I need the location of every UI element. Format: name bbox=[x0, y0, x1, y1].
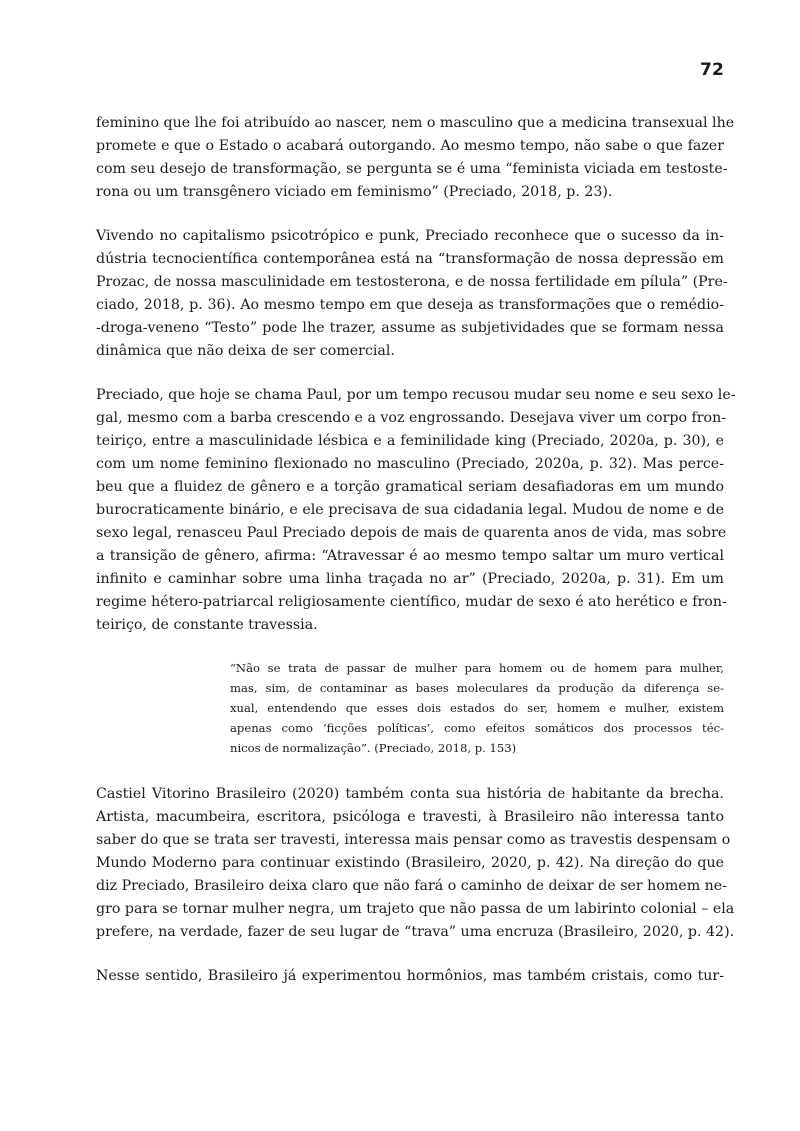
text-line: feminino que lhe foi atribuído ao nascer, nem o masculino que a medicina transexual lhe bbox=[96, 115, 735, 131]
quote-line: mas, sim, de contaminar as bases moleculares da produção da diferença se- bbox=[230, 681, 724, 695]
text-line: com um nome feminino flexionado no masculino (Preciado, 2020a, p. 32). Mas perce- bbox=[96, 456, 724, 472]
quote-line: “Não se trata de passar de mulher para homem ou de homem para mulher, bbox=[230, 661, 724, 675]
block-quote bbox=[230, 658, 724, 758]
text-line: burocraticamente binário, e ele precisava de sua cidadania legal. Mudou de nome e de bbox=[96, 502, 724, 518]
text-line: teiriço, entre a masculinidade lésbica e a feminilidade king (Preciado, 2020a, p. 30), e bbox=[96, 433, 724, 449]
text-line: Prozac, de nossa masculinidade em testosterona, e de nossa fertilidade em pílula” (Pre- bbox=[96, 274, 728, 290]
text-line: regime hétero-patriarcal religiosamente científico, mudar de sexo é ato herético e fron- bbox=[96, 594, 727, 610]
page-number: 72 bbox=[699, 60, 724, 80]
paragraph-5 bbox=[96, 965, 724, 988]
text-line: rona ou um transgênero viciado em feminismo” (Preciado, 2018, p. 23). bbox=[96, 184, 613, 200]
body-text bbox=[96, 112, 736, 1009]
text-line: infinito e caminhar sobre uma linha traçada no ar” (Preciado, 2020a, p. 31). Em um bbox=[96, 571, 724, 587]
text-line: a transição de gênero, afirma: “Atravessar é ao mesmo tempo saltar um muro vertical bbox=[96, 548, 724, 564]
quote-line: nicos de normalização”. (Preciado, 2018, p. 153) bbox=[230, 741, 517, 755]
text-line: com seu desejo de transformação, se pergunta se é uma “feminista viciada em testoste- bbox=[96, 161, 728, 177]
paragraph-4 bbox=[96, 783, 735, 944]
text-line: Vivendo no capitalismo psicotrópico e punk, Preciado reconhece que o sucesso da in- bbox=[96, 228, 724, 244]
text-line: Nesse sentido, Brasileiro já experimentou hormônios, mas também cristais, como tur- bbox=[96, 968, 724, 984]
text-line: Preciado, que hoje se chama Paul, por um tempo recusou mudar seu nome e seu sexo le- bbox=[96, 387, 736, 403]
quote-line: xual, entendendo que esses dois estados do ser, homem e mulher, existem bbox=[230, 701, 724, 715]
paragraph-1 bbox=[96, 112, 735, 204]
text-line: gal, mesmo com a barba crescendo e a voz engrossando. Desejava viver um corpo fron- bbox=[96, 410, 726, 426]
text-line: dinâmica que não deixa de ser comercial. bbox=[96, 343, 395, 359]
text-line: ciado, 2018, p. 36). Ao mesmo tempo em que deseja as transformações que o remédio- bbox=[96, 297, 724, 313]
text-line: Artista, macumbeira, escritora, psicóloga e travesti, à Brasileiro não interessa tanto bbox=[96, 809, 724, 825]
text-line: gro para se tornar mulher negra, um trajeto que não passa de um labirinto colonial – ela bbox=[96, 901, 735, 917]
paragraph-3 bbox=[96, 384, 736, 637]
text-line: promete e que o Estado o acabará outorgando. Ao mesmo tempo, não sabe o que fazer bbox=[96, 138, 724, 154]
text-line: -droga-veneno “Testo” pode lhe trazer, assume as subjetividades que se formam nessa bbox=[96, 320, 724, 336]
text-line: Mundo Moderno para continuar existindo (Brasileiro, 2020, p. 42). Na direção do que bbox=[96, 855, 724, 871]
text-line: diz Preciado, Brasileiro deixa claro que não fará o caminho de deixar de ser homem ne- bbox=[96, 878, 727, 894]
quote-line: apenas como ‘ficções políticas’, como efeitos somáticos dos processos téc- bbox=[230, 721, 724, 735]
text-line: saber do que se trata ser travesti, interessa mais pensar como as travestis despensam o bbox=[96, 832, 731, 848]
text-line: Castiel Vitorino Brasileiro (2020) também conta sua história de habitante da brecha. bbox=[96, 786, 724, 802]
text-line: teiriço, de constante travessia. bbox=[96, 617, 318, 633]
text-line: dústria tecnocientífica contemporânea está na “transformação de nossa depressão em bbox=[96, 251, 724, 267]
text-line: prefere, na verdade, fazer de seu lugar de “trava” uma encruza (Brasileiro, 2020, p. 42). bbox=[96, 924, 735, 940]
paragraph-2 bbox=[96, 225, 728, 363]
text-line: sexo legal, renasceu Paul Preciado depois de mais de quarenta anos de vida, mas sobre bbox=[96, 525, 727, 541]
text-line: beu que a fluidez de gênero e a torção gramatical seriam desafiadoras em um mundo bbox=[96, 479, 724, 495]
